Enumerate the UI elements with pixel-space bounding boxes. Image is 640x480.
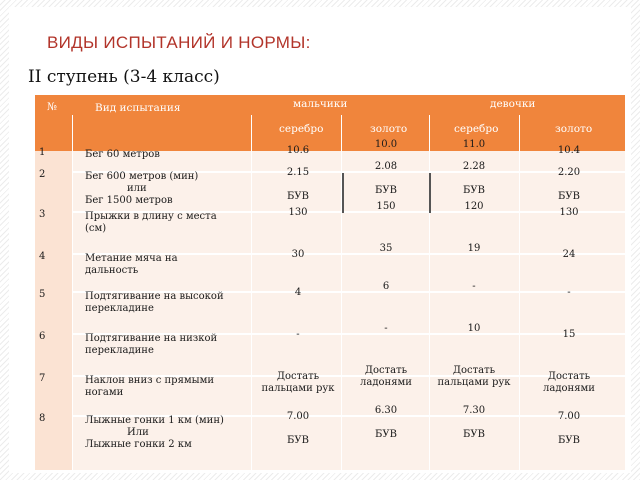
test-name-line: Или xyxy=(127,427,149,438)
test-name-line: (см) xyxy=(85,223,107,234)
norm-value-gg: - xyxy=(567,287,571,298)
norm-value-gg: БУВ xyxy=(558,191,580,202)
column-divider xyxy=(251,115,252,470)
header-number: № xyxy=(47,101,57,113)
norm-value-bs: 2.15 xyxy=(286,167,310,178)
norm-value-bs: 7.00 xyxy=(286,411,310,422)
test-name-line: дальность xyxy=(85,265,139,276)
test-name-line: или xyxy=(127,183,147,194)
norm-value-bg: БУВ xyxy=(375,185,397,196)
norm-value-gs: 120 xyxy=(464,201,484,212)
header-girls-silver: серебро xyxy=(454,123,499,135)
norm-value-bs: - xyxy=(296,329,300,340)
test-name-line: Бег 1500 метров xyxy=(85,195,173,206)
norm-value-gg: 24 xyxy=(562,249,576,260)
norm-value-gg: 2.20 xyxy=(557,167,581,178)
norm-value-gs: Достать xyxy=(452,365,496,376)
cell-separator xyxy=(342,173,344,213)
row-number: 7 xyxy=(39,373,46,384)
norm-value-bs: 30 xyxy=(291,249,305,260)
norm-value-bs: Достать xyxy=(276,371,320,382)
norm-value-bg: 2.08 xyxy=(374,161,398,172)
test-name-line: Наклон вниз с прямыми xyxy=(85,375,215,386)
norm-value-bs: 10.6 xyxy=(286,145,310,156)
norm-value-bg: ладонями xyxy=(360,377,412,388)
norm-value-gg: Достать xyxy=(547,371,591,382)
header-girls-gold: золото xyxy=(555,123,593,135)
norm-value-bs: пальцами рук xyxy=(261,383,335,394)
column-divider xyxy=(519,115,520,470)
norm-value-gs: БУВ xyxy=(463,185,485,196)
row-number: 3 xyxy=(39,209,46,220)
test-name-line: Подтягивание на высокой xyxy=(85,291,224,302)
norm-value-bs: БУВ xyxy=(287,435,309,446)
test-name-line: Подтягивание на низкой xyxy=(85,333,218,344)
norm-value-bg: 150 xyxy=(376,201,396,212)
test-name-line: перекладине xyxy=(85,345,154,356)
norm-value-gs: - xyxy=(472,281,476,292)
norm-value-gs: 19 xyxy=(467,243,481,254)
norm-value-gg: 10.4 xyxy=(557,145,581,156)
row-number: 8 xyxy=(39,413,46,424)
norm-value-gs: 10 xyxy=(467,323,481,334)
test-name-line: Бег 60 метров xyxy=(85,149,160,160)
norm-value-gg: 7.00 xyxy=(557,411,581,422)
norm-value-gs: 2.28 xyxy=(462,161,486,172)
norm-value-gs: 7.30 xyxy=(462,405,486,416)
norm-value-bg: 6 xyxy=(382,281,390,292)
test-name-line: перекладине xyxy=(85,303,154,314)
slide xyxy=(9,7,631,473)
test-name-line: ногами xyxy=(85,387,124,398)
norm-value-bs: БУВ xyxy=(287,191,309,202)
slide-title: ВИДЫ ИСПЫТАНИЙ И НОРМЫ: xyxy=(47,33,311,52)
header-boys-silver: серебро xyxy=(279,123,324,135)
norms-table xyxy=(35,95,625,470)
cell-separator xyxy=(429,173,431,213)
column-divider xyxy=(341,115,342,470)
row-number: 5 xyxy=(39,289,46,300)
norm-value-bs: 4 xyxy=(294,287,302,298)
row-number: 6 xyxy=(39,331,46,342)
norm-value-gg: БУВ xyxy=(558,435,580,446)
slide-subtitle: II ступень (3-4 класс) xyxy=(28,67,220,87)
header-test-name: Вид испытания xyxy=(95,102,181,114)
norm-value-gs: пальцами рук xyxy=(437,377,511,388)
header-boys: мальчики xyxy=(293,98,348,110)
norm-value-bs: 130 xyxy=(288,207,308,218)
norm-value-bg: 35 xyxy=(379,243,393,254)
norm-value-gg: 130 xyxy=(559,207,579,218)
header-boys-gold: золото xyxy=(370,123,408,135)
norm-value-gs: 11.0 xyxy=(462,139,486,150)
header-girls: девочки xyxy=(490,98,536,110)
test-name-line: Прыжки в длину с места xyxy=(85,211,217,222)
test-name-line: Метание мяча на xyxy=(85,253,178,264)
norm-value-bg: БУВ xyxy=(375,429,397,440)
row-number: 1 xyxy=(39,147,46,158)
norm-value-gg: ладонями xyxy=(543,383,595,394)
norm-value-bg: - xyxy=(384,323,388,334)
test-name-line: Лыжные гонки 2 км xyxy=(85,439,192,450)
norm-value-bg: Достать xyxy=(364,365,408,376)
test-name-line: Лыжные гонки 1 км (мин) xyxy=(85,415,224,426)
column-divider xyxy=(72,115,73,470)
row-number: 4 xyxy=(39,251,46,262)
norm-value-bg: 10.0 xyxy=(374,139,398,150)
norm-value-bg: 6.30 xyxy=(374,405,398,416)
test-name-line: Бег 600 метров (мин) xyxy=(85,171,199,182)
norm-value-gg: 15 xyxy=(562,329,576,340)
column-divider xyxy=(429,115,430,470)
row-number: 2 xyxy=(39,169,46,180)
norm-value-gs: БУВ xyxy=(463,429,485,440)
